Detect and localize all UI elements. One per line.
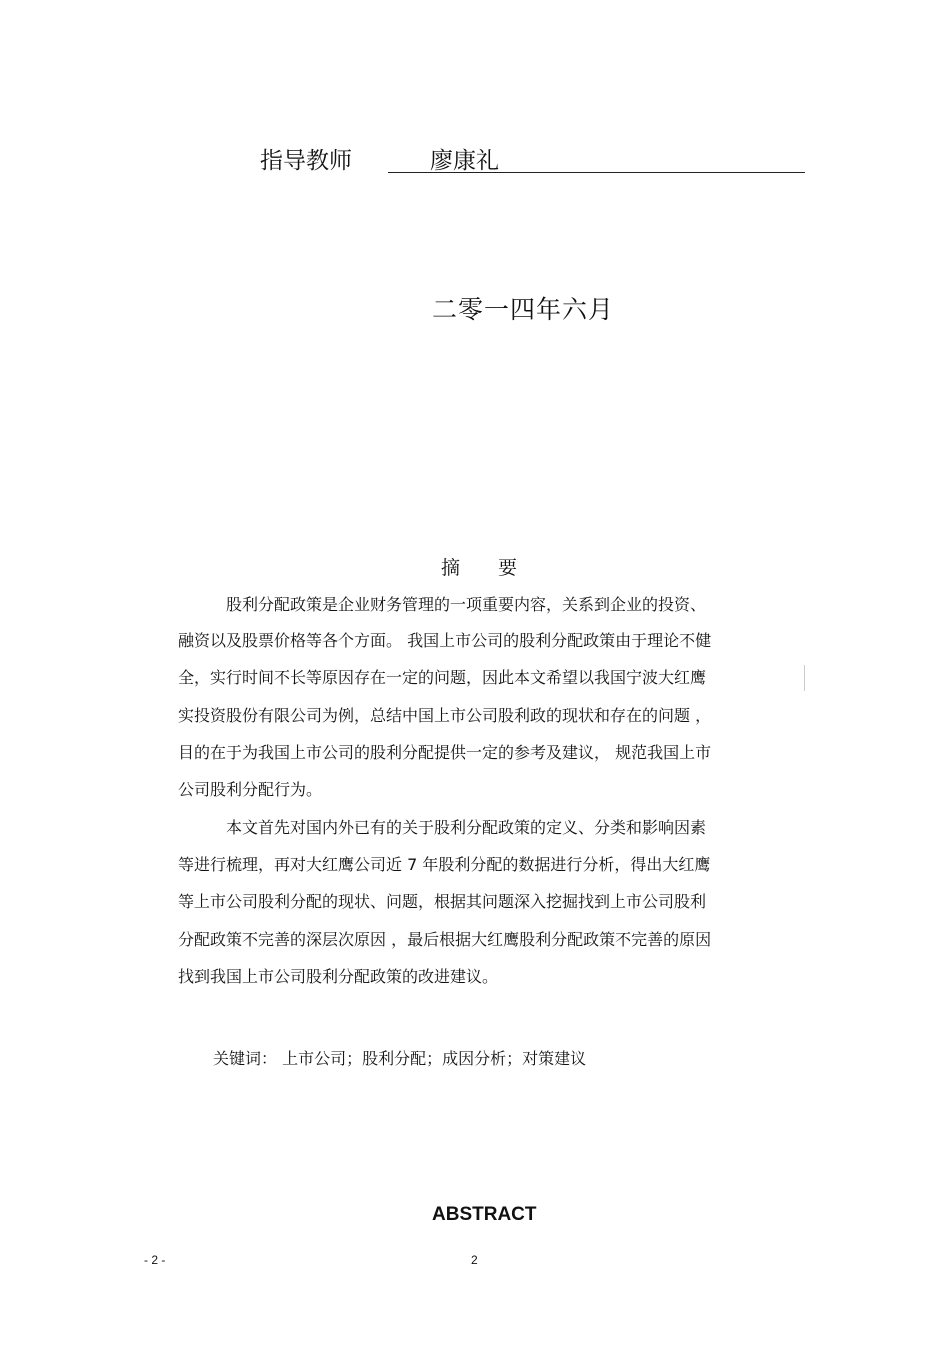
margin-tick <box>804 665 805 691</box>
abstract-para1-line6: 公司股利分配行为。 <box>178 780 323 799</box>
abstract-para1-line4: 实投资股份有限公司为例，总结中国上市公司股利政的现状和存在的问题 ， <box>178 706 712 725</box>
abstract-en-title: ABSTRACT <box>432 1204 537 1225</box>
thesis-date: 二零一四年六月 <box>432 295 615 324</box>
footer-page-label: - 2 - <box>144 1253 166 1267</box>
abstract-para1-line1: 股利分配政策是企业财务管理的一项重要内容，关系到企业的投资、 <box>226 595 707 614</box>
abstract-para2-line4: 分配政策不完善的深层次原因 ，最后根据大红鹰股利分配政策不完善的原因 <box>178 930 712 949</box>
abstract-para1-line5: 目的在于为我国上市公司的股利分配提供一定的参考及建议， 规范我国上市 <box>178 743 712 762</box>
abstract-para1-line2: 融资以及股票价格等各个方面。 我国上市公司的股利分配政策由于理论不健 <box>178 631 712 650</box>
abstract-para1-line3: 全，实行时间不长等原因存在一定的问题，因此本文希望以我国宁波大红鹰 <box>178 668 707 687</box>
abstract-para2-line3: 等上市公司股利分配的现状、问题，根据其问题深入挖掘找到上市公司股利 <box>178 892 707 911</box>
advisor-underline <box>388 172 805 173</box>
advisor-label: 指导教师 <box>260 148 352 174</box>
abstract-title: 摘 要 <box>441 557 534 579</box>
abstract-para2-line5: 找到我国上市公司股利分配政策的改进建议。 <box>178 967 499 986</box>
keywords: 关键词： 上市公司；股利分配；成因分析；对策建议 <box>213 1049 587 1068</box>
abstract-para2-line1: 本文首先对国内外已有的关于股利分配政策的定义、分类和影响因素 <box>226 818 707 837</box>
abstract-para2-line2: 等进行梳理，再对大红鹰公司近 7 年股利分配的数据进行分析，得出大红鹰 <box>178 855 711 874</box>
footer-page-number: 2 <box>471 1253 478 1267</box>
advisor-name: 廖康礼 <box>430 148 499 174</box>
